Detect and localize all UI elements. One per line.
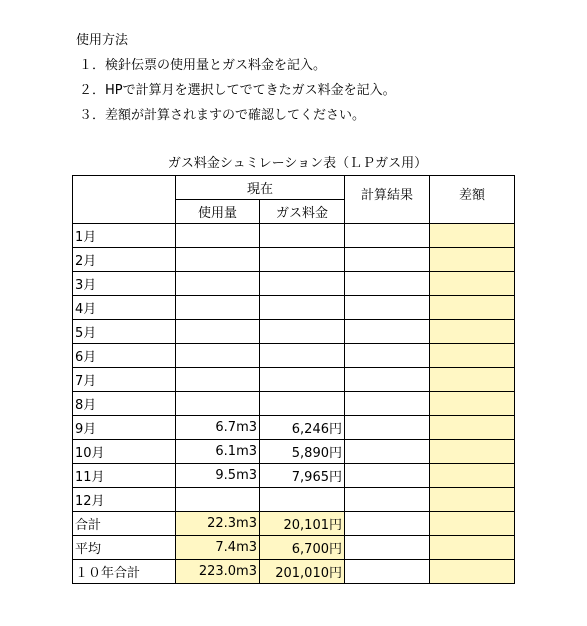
usage-cell[interactable]: 6.1m3 [176, 440, 260, 464]
header-calc-result: 計算結果 [345, 176, 430, 224]
gas-fee-cell: 6,700円 [260, 536, 345, 560]
difference-cell [430, 560, 515, 584]
difference-cell [430, 440, 515, 464]
usage-cell[interactable] [176, 248, 260, 272]
month-row [73, 392, 515, 416]
calc-result-cell[interactable] [345, 296, 430, 320]
gas-fee-cell[interactable] [260, 344, 345, 368]
header-row-1 [73, 176, 515, 200]
summary-row [73, 560, 515, 584]
row-label: 10月 [73, 440, 176, 464]
gas-fee-cell[interactable] [260, 248, 345, 272]
gas-fee-cell: 20,101円 [260, 512, 345, 536]
usage-cell[interactable] [176, 296, 260, 320]
month-row [73, 488, 515, 512]
difference-cell [430, 320, 515, 344]
calc-result-cell[interactable] [345, 368, 430, 392]
row-label: １０年合計 [73, 560, 176, 584]
instruction-step-1: １．検針伝票の使用量とガス料金を記入。 [79, 58, 327, 73]
month-row [73, 416, 515, 440]
row-label: 4月 [73, 296, 176, 320]
gas-fee-cell[interactable] [260, 392, 345, 416]
month-row [73, 464, 515, 488]
gas-fee-cell[interactable] [260, 296, 345, 320]
usage-cell[interactable] [176, 368, 260, 392]
calc-result-cell[interactable] [345, 560, 430, 584]
header-difference: 差額 [430, 176, 515, 224]
header-current: 現在 [176, 176, 345, 200]
difference-cell [430, 512, 515, 536]
month-row [73, 368, 515, 392]
instruction-step-3: ３．差額が計算されますので確認してください。 [79, 108, 366, 123]
row-label: 12月 [73, 488, 176, 512]
usage-cell[interactable]: 9.5m3 [176, 464, 260, 488]
usage-cell[interactable] [176, 272, 260, 296]
month-row [73, 272, 515, 296]
calc-result-cell[interactable] [345, 536, 430, 560]
difference-cell [430, 344, 515, 368]
header-gas-fee: ガス料金 [260, 200, 345, 224]
summary-row [73, 512, 515, 536]
instruction-step-2: ２．HPで計算月を選択してでてきたガス料金を記入。 [79, 83, 396, 98]
calc-result-cell[interactable] [345, 392, 430, 416]
gas-fee-cell[interactable] [260, 272, 345, 296]
header-usage: 使用量 [176, 200, 260, 224]
gas-fee-cell: 201,010円 [260, 560, 345, 584]
row-label: 9月 [73, 416, 176, 440]
usage-cell: 7.4m3 [176, 536, 260, 560]
calc-result-cell[interactable] [345, 320, 430, 344]
calc-result-cell[interactable] [345, 416, 430, 440]
gas-simulation-table [72, 175, 515, 584]
row-label: 1月 [73, 224, 176, 248]
usage-cell: 223.0m3 [176, 560, 260, 584]
calc-result-cell[interactable] [345, 272, 430, 296]
usage-cell[interactable] [176, 392, 260, 416]
month-row [73, 248, 515, 272]
row-label: 3月 [73, 272, 176, 296]
difference-cell [430, 392, 515, 416]
month-row [73, 320, 515, 344]
row-label: 6月 [73, 344, 176, 368]
row-label: 平均 [73, 536, 176, 560]
calc-result-cell[interactable] [345, 224, 430, 248]
calc-result-cell[interactable] [345, 512, 430, 536]
instructions-title: 使用方法 [76, 33, 129, 48]
header-month-cell [73, 176, 176, 224]
difference-cell [430, 224, 515, 248]
gas-fee-cell[interactable] [260, 320, 345, 344]
row-label: 8月 [73, 392, 176, 416]
difference-cell [430, 368, 515, 392]
usage-cell[interactable] [176, 488, 260, 512]
calc-result-cell[interactable] [345, 488, 430, 512]
usage-cell: 22.3m3 [176, 512, 260, 536]
gas-fee-cell[interactable] [260, 224, 345, 248]
difference-cell [430, 272, 515, 296]
table-title: ガス料金シュミレーション表（ＬＰガス用） [167, 156, 428, 171]
calc-result-cell[interactable] [345, 344, 430, 368]
calc-result-cell[interactable] [345, 248, 430, 272]
row-label: 5月 [73, 320, 176, 344]
summary-row [73, 536, 515, 560]
difference-cell [430, 464, 515, 488]
month-row [73, 296, 515, 320]
month-row [73, 224, 515, 248]
difference-cell [430, 296, 515, 320]
month-row [73, 344, 515, 368]
month-row [73, 440, 515, 464]
gas-fee-cell[interactable] [260, 488, 345, 512]
difference-cell [430, 248, 515, 272]
row-label: 7月 [73, 368, 176, 392]
usage-cell[interactable]: 6.7m3 [176, 416, 260, 440]
row-label: 合計 [73, 512, 176, 536]
gas-fee-cell[interactable] [260, 368, 345, 392]
calc-result-cell[interactable] [345, 440, 430, 464]
gas-fee-cell[interactable]: 7,965円 [260, 464, 345, 488]
usage-cell[interactable] [176, 344, 260, 368]
difference-cell [430, 416, 515, 440]
row-label: 11月 [73, 464, 176, 488]
gas-fee-cell[interactable]: 5,890円 [260, 440, 345, 464]
difference-cell [430, 488, 515, 512]
usage-cell[interactable] [176, 320, 260, 344]
calc-result-cell[interactable] [345, 464, 430, 488]
difference-cell [430, 536, 515, 560]
instructions [76, 28, 396, 128]
usage-cell[interactable] [176, 224, 260, 248]
gas-fee-cell[interactable]: 6,246円 [260, 416, 345, 440]
row-label: 2月 [73, 248, 176, 272]
